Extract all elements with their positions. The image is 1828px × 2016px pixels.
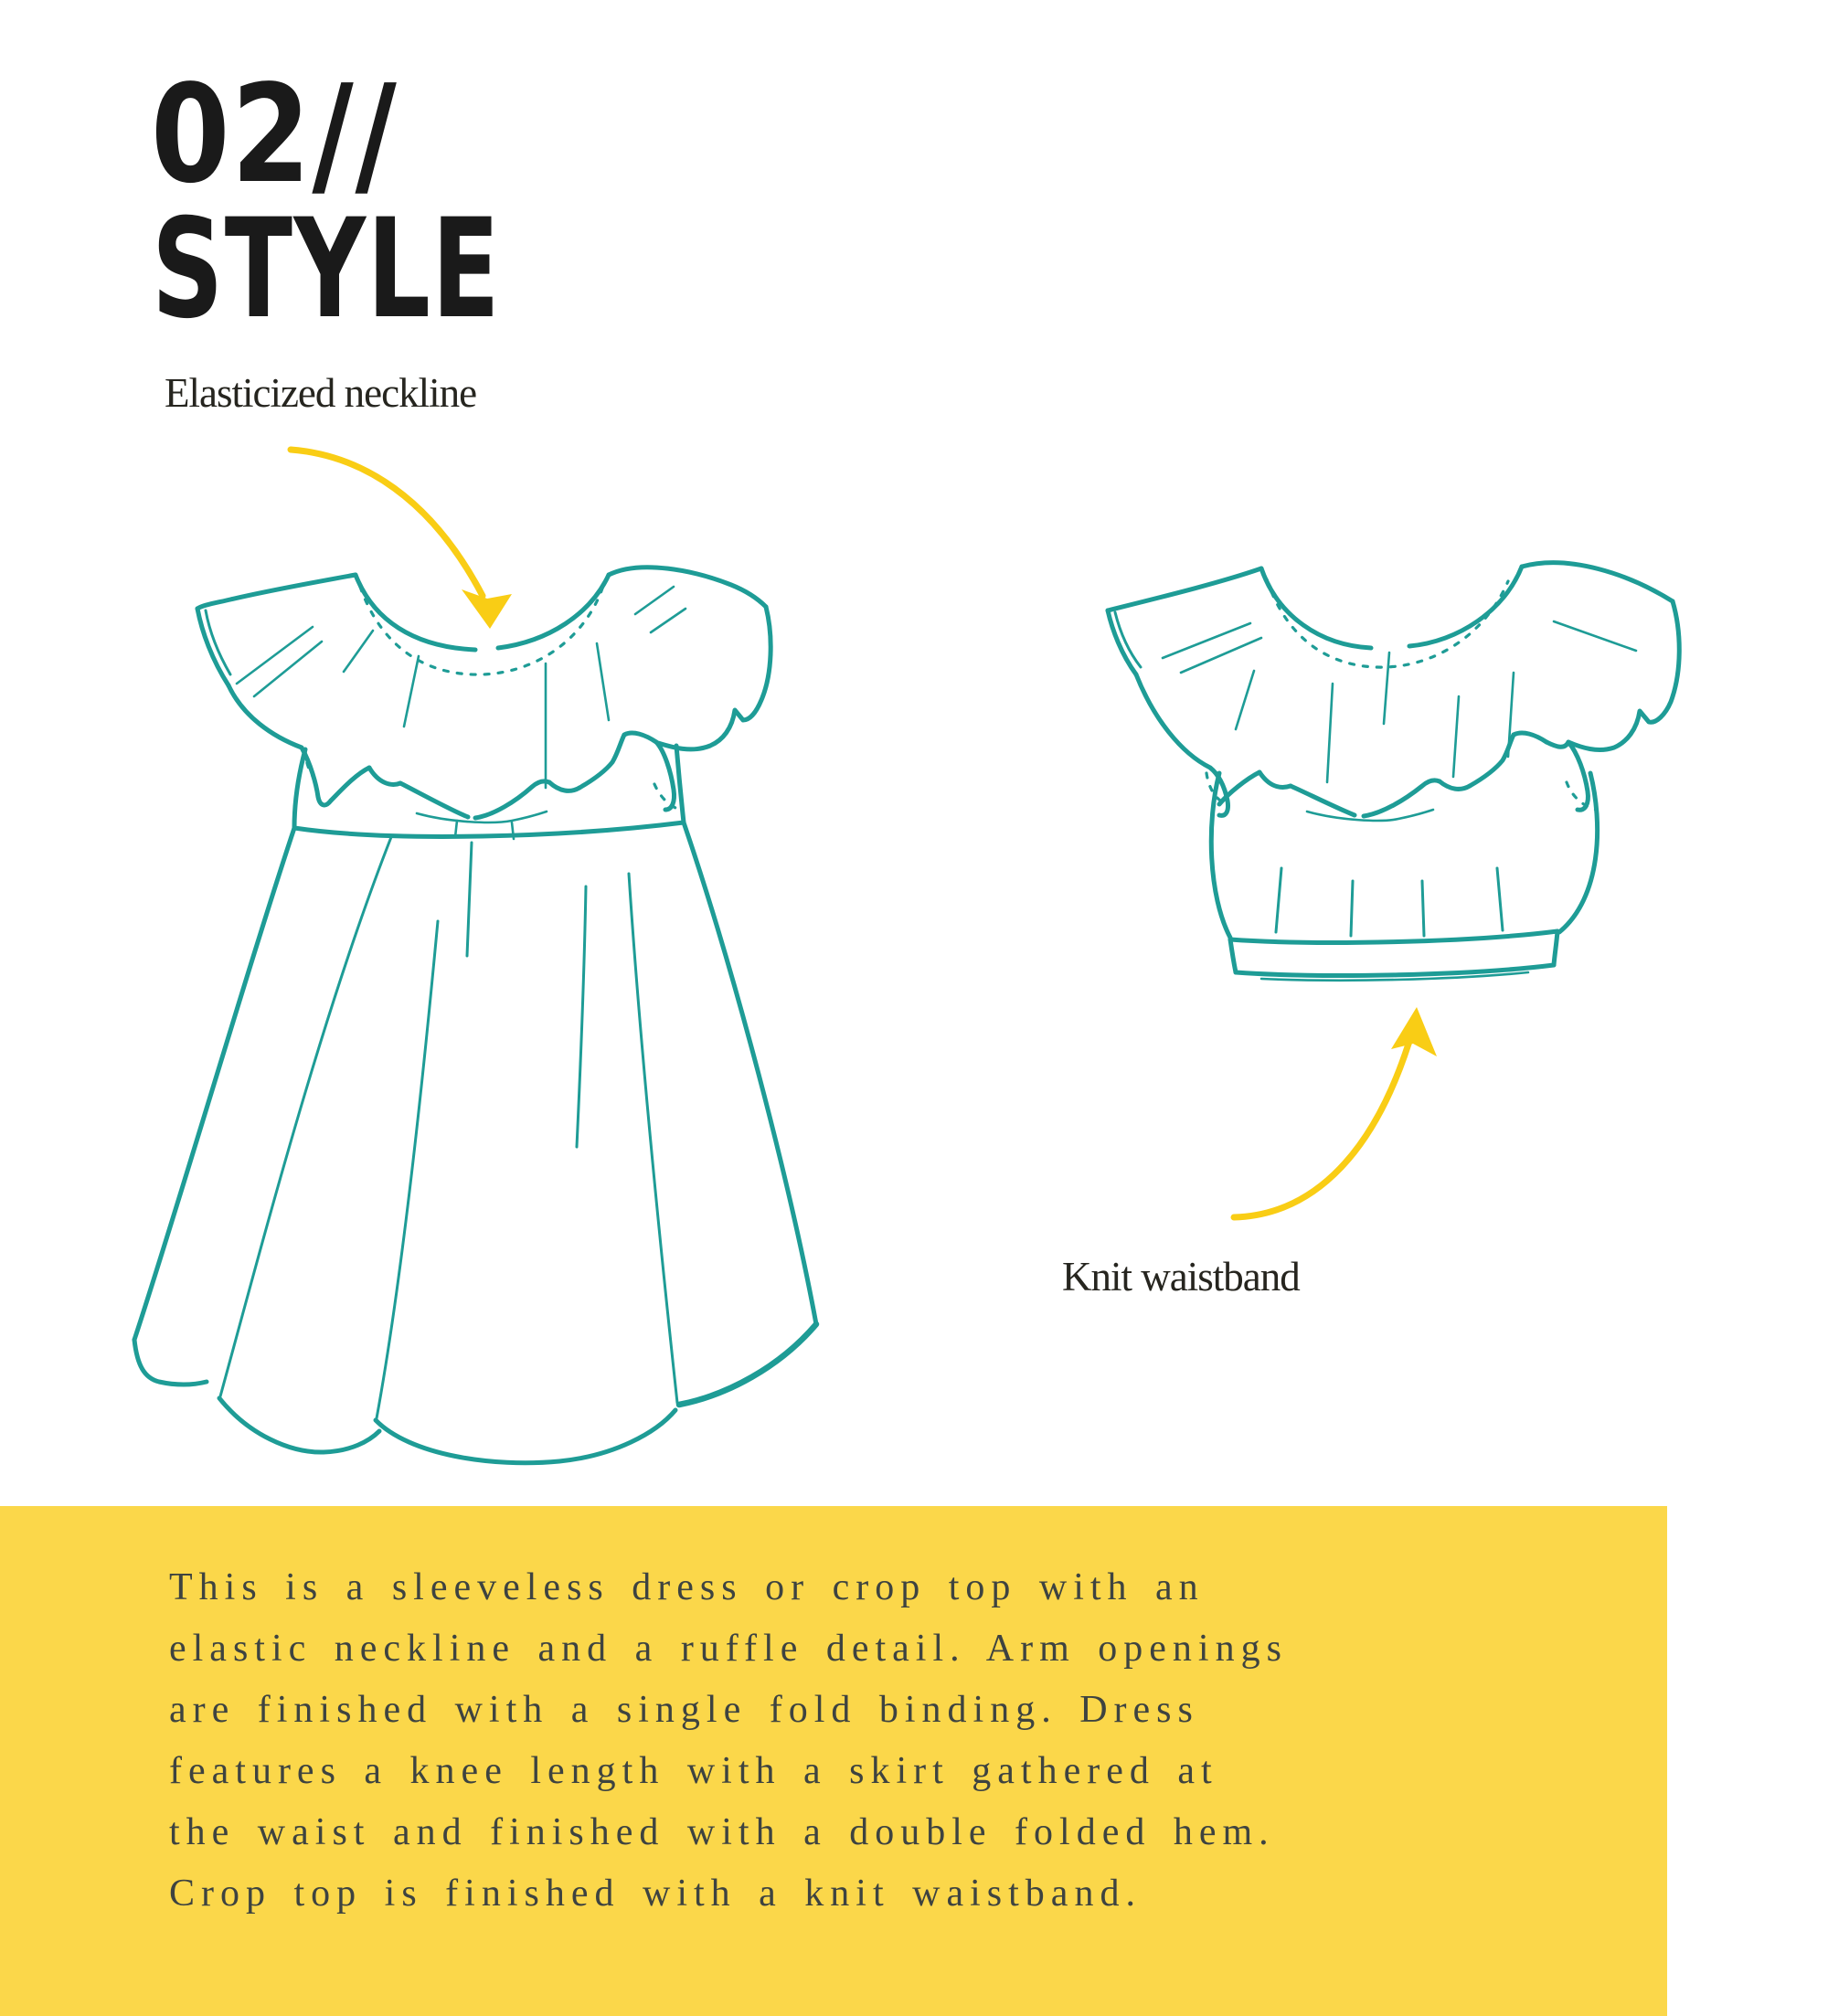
description-line: This is a sleeveless dress or crop top with an (169, 1566, 1205, 1608)
waistband-arrow-icon (1234, 1007, 1437, 1217)
description-line: elastic neckline and a ruffle detail. Arm openings (169, 1628, 1288, 1670)
description-line: features a knee length with a skirt gathered at (169, 1750, 1218, 1792)
description-line: Crop top is finished with a knit waistband. (169, 1873, 1142, 1915)
dress-illustration (134, 568, 816, 1463)
neckline-label: Elasticized neckline (165, 370, 477, 416)
section-title: STYLE (152, 190, 502, 349)
neckline-arrow-icon (291, 450, 512, 629)
description-panel (0, 1506, 1667, 2016)
description-line: are finished with a single fold binding. Dress (169, 1689, 1199, 1731)
description-line: the waist and finished with a double folded hem. (169, 1811, 1275, 1853)
section-number: 02// (151, 56, 399, 213)
waistband-label: Knit waistband (1062, 1254, 1300, 1300)
crop-top-illustration (1108, 563, 1679, 981)
